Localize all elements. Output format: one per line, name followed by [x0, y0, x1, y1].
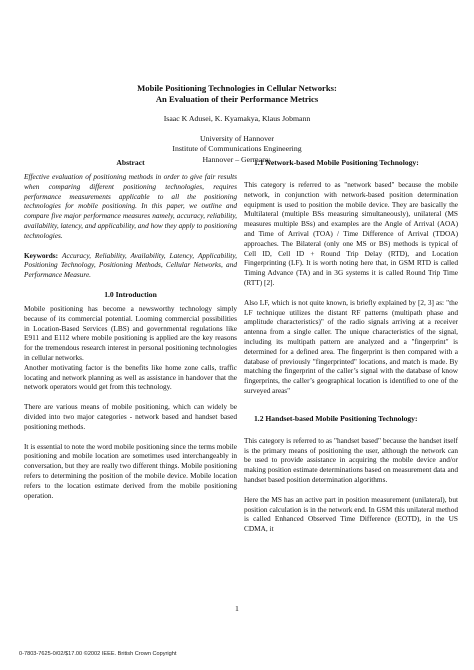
abstract-text: Effective evaluation of positioning methods in order to give fair results when comparing different positioning technologies, requires performance measurements applicable to all the positioning technologies for mobile positioning. In this paper, we outline and compare five major performance measures namely, accuracy, reliability, availability, latency, and applicability, and how they apply to positioning technologies. — [24, 172, 237, 240]
introduction-paragraph-3: There are various means of mobile positioning, which can widely be divided into two major categories - network based and handset based positioning methods. — [24, 402, 237, 431]
keywords-text: Accuracy, Reliability, Availability, Latency, Applicability, Positioning Technology, Positioning Methods, Cellular Networks, and Performance Measure. — [24, 250, 237, 280]
section-1-1-paragraph-2: Also LF, which is not quite known, is briefly explained by [2, 3] as: "the LF technique utilizes the distant RF patterns (multipath phase and amplitude characteristics)" of the radio signals arriving at a receiver antenna from a single caller. The unique characteristics of the signal, including its multipath pattern are analyzed and a "fingerprint" is determined for a defined area. The fingerprint is then compared with a database of previously "fingerprinted" locations, and match is made. By matching the fingerprint of the caller’s signal with the database of know fingerprints, the caller’s geographical location is identified to one of the surveyed areas" — [244, 297, 458, 395]
affiliation-line-1: University of Hannover — [199, 134, 275, 144]
abstract-heading: Abstract — [116, 158, 145, 167]
paper-title — [0, 83, 474, 104]
title-line-2: An Evaluation of their Performance Metrics — [155, 93, 319, 104]
page-number: 1 — [235, 604, 239, 613]
left-column — [24, 158, 237, 500]
affiliation-line-3: Hannover – Germany. — [202, 154, 272, 164]
paper-header — [0, 83, 474, 165]
section-1-2-paragraph-2: Here the MS has an active part in position measurement (unilateral), but position calculation is in the network end. In GSM this unilateral method is called Enhanced Observed Time Difference (EOTD), in the US CDMA, it — [244, 494, 458, 534]
keywords — [24, 251, 237, 280]
introduction-paragraph-2: Another motivating factor is the benefits like home zone calls, traffic locating and network planning as well as assistance in handover that the network operators would get from this technology. — [24, 362, 237, 392]
introduction-heading: 1.0 Introduction — [104, 289, 157, 299]
copyright-footer: 0-7803-7625-0/02/$17.00 ©2002 IEEE. British Crown Copyright — [19, 651, 177, 657]
keywords-label: Keywords: — [24, 250, 59, 260]
introduction-paragraph-1: Mobile positioning has become a newsworthy technology simply because of its commercial potential. Looming commercial possibilities in Location-Based Services (LBS) and governmental regulations like E911 and E112 where mobile positioning is applied are the key reasons for the tremendous research interest in personal positioning technologies in cellular networks. — [24, 303, 237, 362]
affiliation-line-2: Institute of Communications Engineering — [172, 144, 302, 154]
introduction-paragraph-4: It is essential to note the word mobile positioning since the terms mobile positioning and mobile location are sometimes used interchangeably in conversation, but they are really two different things. Mobile positioning refers to determining the position of the mobile device. Mobile location refers to the location estimate derived from the mobile positioning operation. — [24, 441, 237, 500]
section-1-1-heading: 1.1 Network-based Mobile Positioning Technology: — [254, 158, 419, 167]
title-line-1: Mobile Positioning Technologies in Cellular Networks: — [137, 83, 337, 93]
section-1-2-paragraph-1: This category is referred to as "handset based" because the handset itself is the primary means of positioning the user, although the network can be used to provide assistance in acquiring the mobile device and/or making position estimate determinations based on measurement data and handset based position determination algorithms. — [244, 435, 458, 484]
section-1-1-paragraph-1: This category is referred to as "network based" because the mobile network, in conjunction with network-based position determination equipment is used to position the mobile device. They are basically the Multilateral (multiple BSs measuring simultaneously), unilateral (MS measures multiple BSs) and examples are the Angle of Arrival (AOA) and Time of Arrival (TOA) / Time Difference of Arrival (TDOA) approaches. The Bilateral (only one MS or BS) methods is typical of Cell ID, Cell ID + Round Trip Delay (RTD), and Location Fingerprinting (LF). It is worth noting here that, in GSM RTD is called Timing Advance (TA) and in 3G systems it is called Round Trip Time (RTT) [2]. — [244, 180, 458, 287]
right-column — [244, 158, 458, 534]
section-1-2-heading: 1.2 Handset-based Mobile Positioning Technology: — [254, 413, 418, 423]
paper-authors: Isaac K Adusei, K. Kyamakya, Klaus Jobmann — [163, 114, 311, 124]
